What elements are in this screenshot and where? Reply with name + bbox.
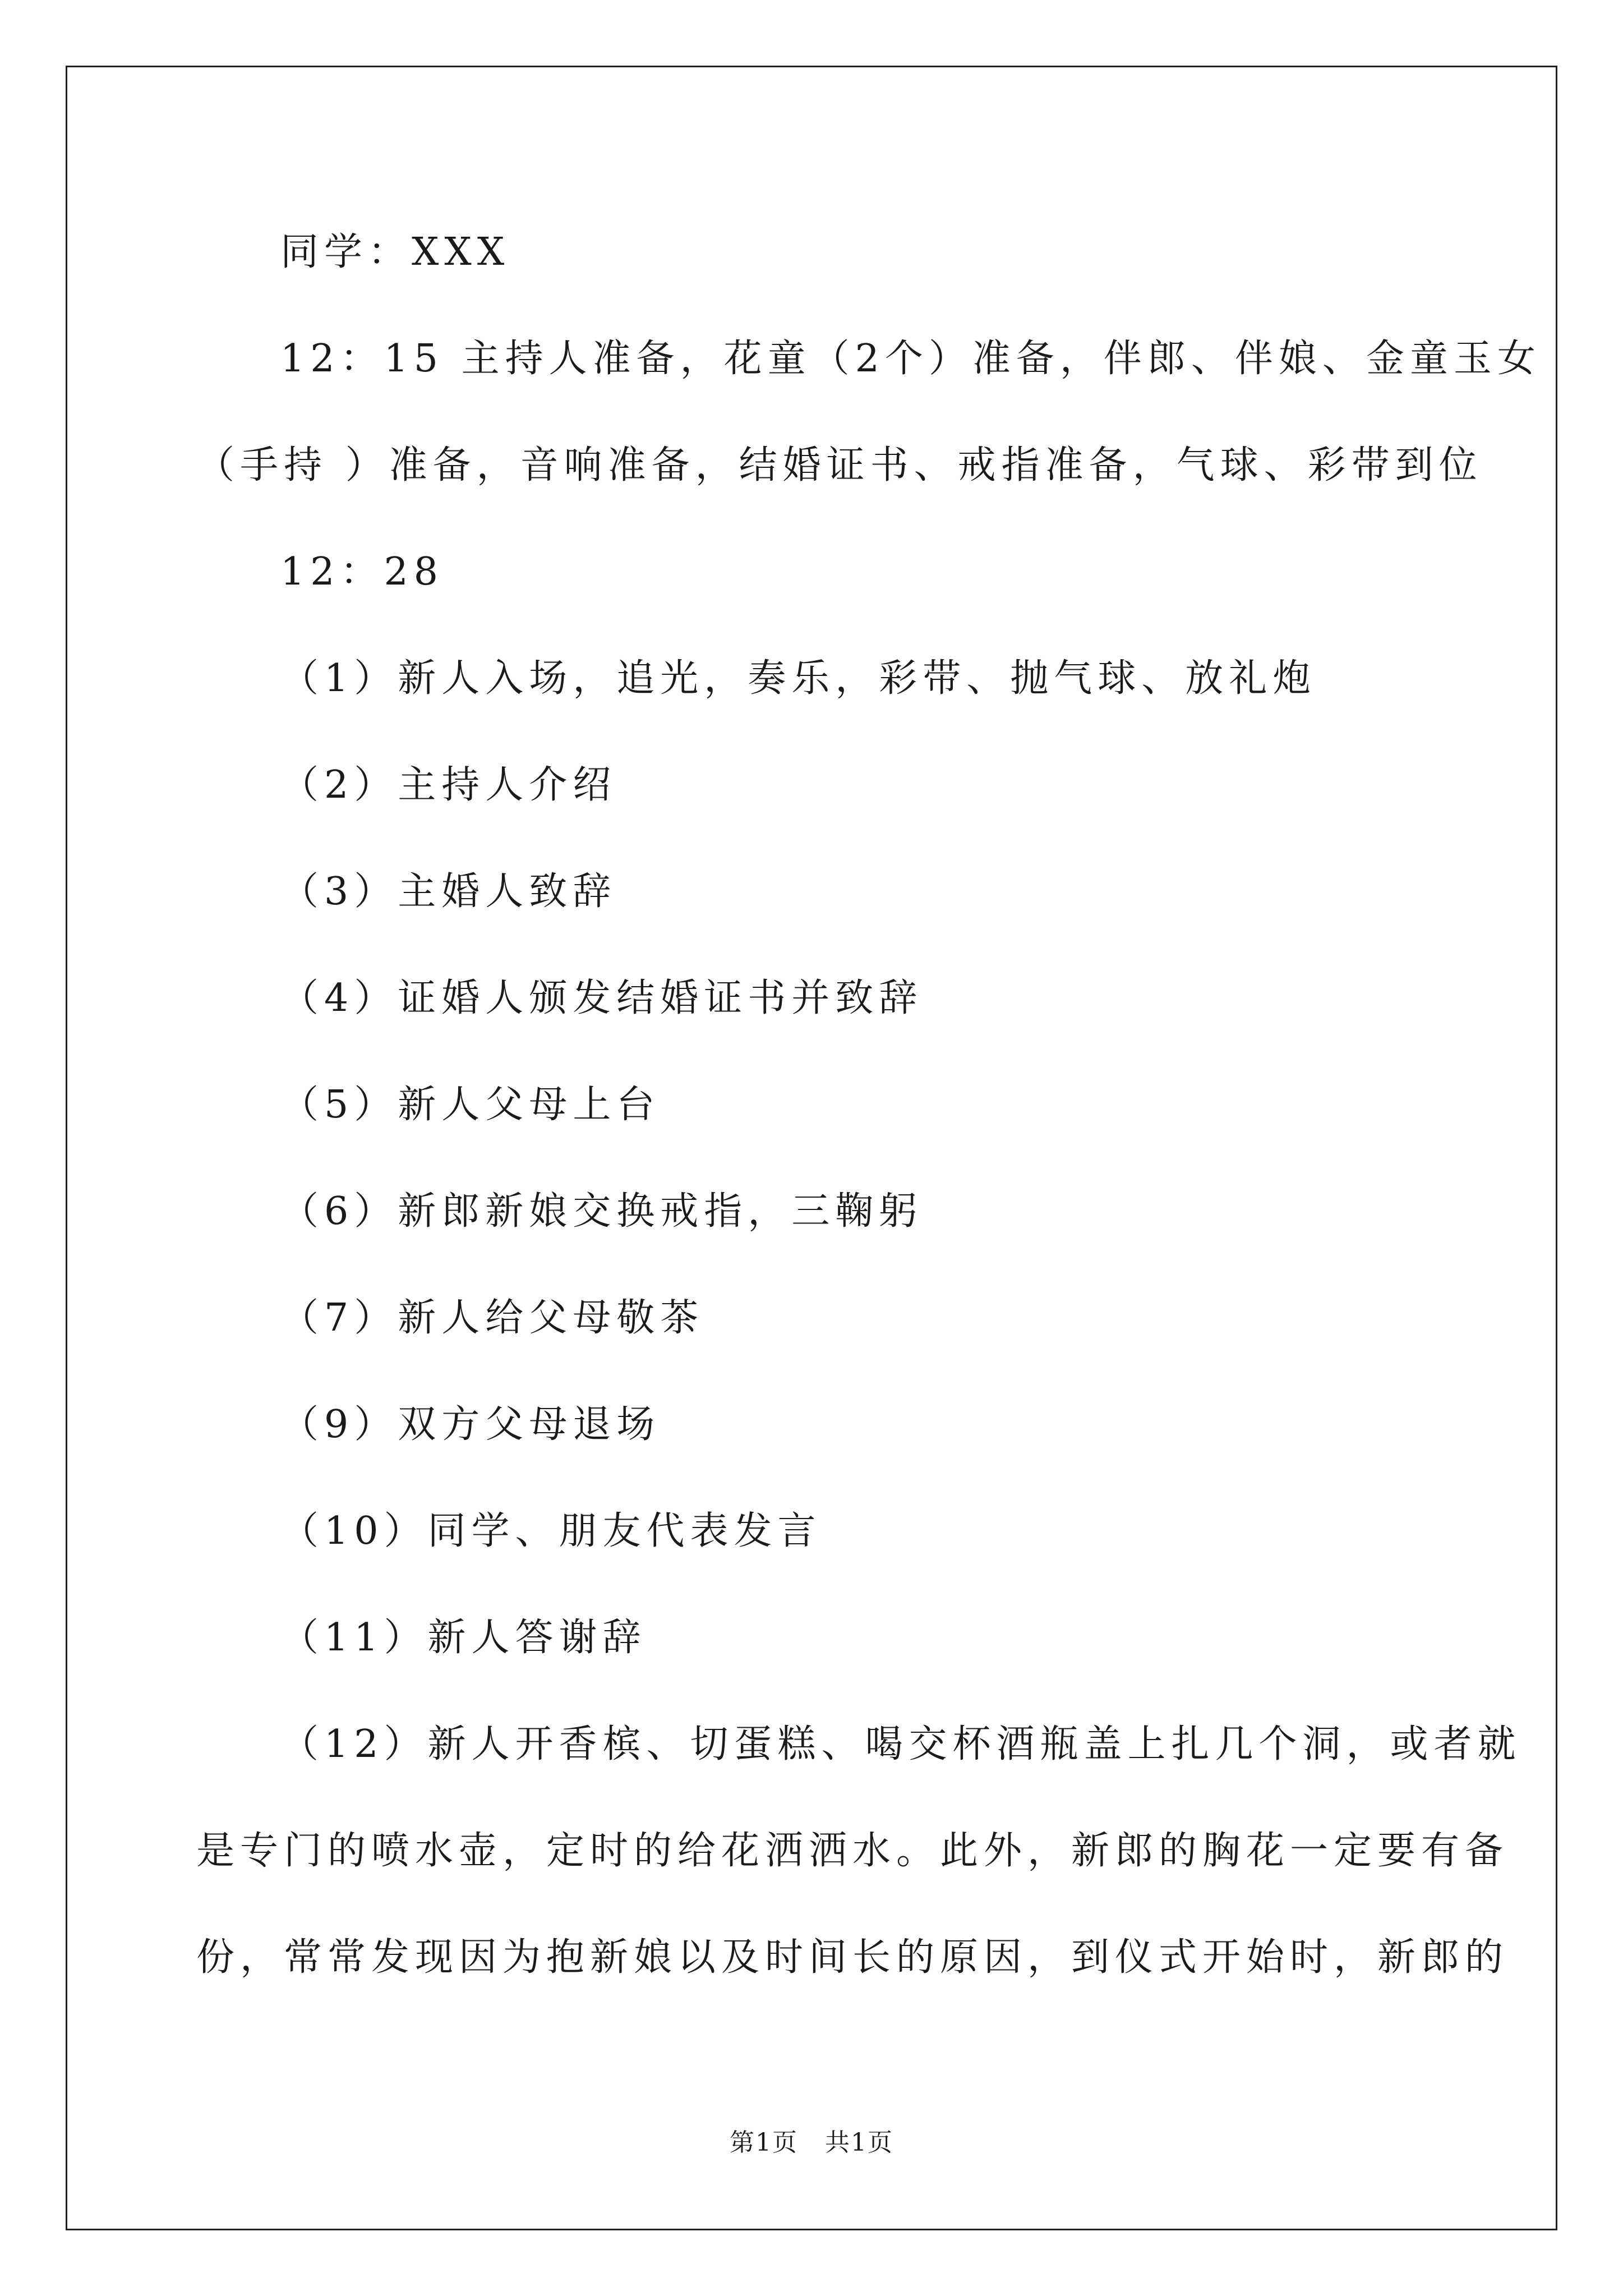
list-item-2: （2）主持人介绍 xyxy=(280,763,617,807)
list-item-9: （9）双方父母退场 xyxy=(280,1402,661,1447)
list-item-12: （12）新人开香槟、切蛋糕、喝交杯酒瓶盖上扎几个洞，或者就 xyxy=(280,1722,1521,1766)
list-item-7: （7）新人给父母敬茶 xyxy=(280,1296,704,1340)
page-number-footer: 第1页 共1页 xyxy=(730,2128,893,2157)
text-line-1215-b: （手持 ）准备，音响准备，结婚证书、戒指准备，气球、彩带到位 xyxy=(196,443,1483,487)
text-line-classmates: 同学：XXX xyxy=(280,230,510,274)
list-item-3: （3）主婚人致辞 xyxy=(280,869,617,914)
list-item-10: （10）同学、朋友代表发言 xyxy=(280,1509,822,1553)
paragraph-line-3: 份，常常发现因为抱新娘以及时间长的原因，到仪式开始时，新郎的 xyxy=(196,1935,1509,1980)
list-item-6: （6）新郎新娘交换戒指，三鞠躬 xyxy=(280,1189,923,1234)
list-item-4: （4）证婚人颁发结婚证书并致辞 xyxy=(280,976,923,1020)
page-border xyxy=(66,66,1557,2230)
list-item-11: （11）新人答谢辞 xyxy=(280,1616,647,1660)
list-item-5: （5）新人父母上台 xyxy=(280,1083,661,1127)
text-line-1228: 12：28 xyxy=(280,550,444,594)
paragraph-line-2: 是专门的喷水壶，定时的给花洒洒水。此外，新郎的胸花一定要有备 xyxy=(196,1829,1509,1873)
list-item-1: （1）新人入场，追光，奏乐，彩带、抛气球、放礼炮 xyxy=(280,656,1317,701)
text-line-1215-a: 12：15 主持人准备，花童（2个）准备，伴郎、伴娘、金童玉女 xyxy=(280,337,1541,381)
